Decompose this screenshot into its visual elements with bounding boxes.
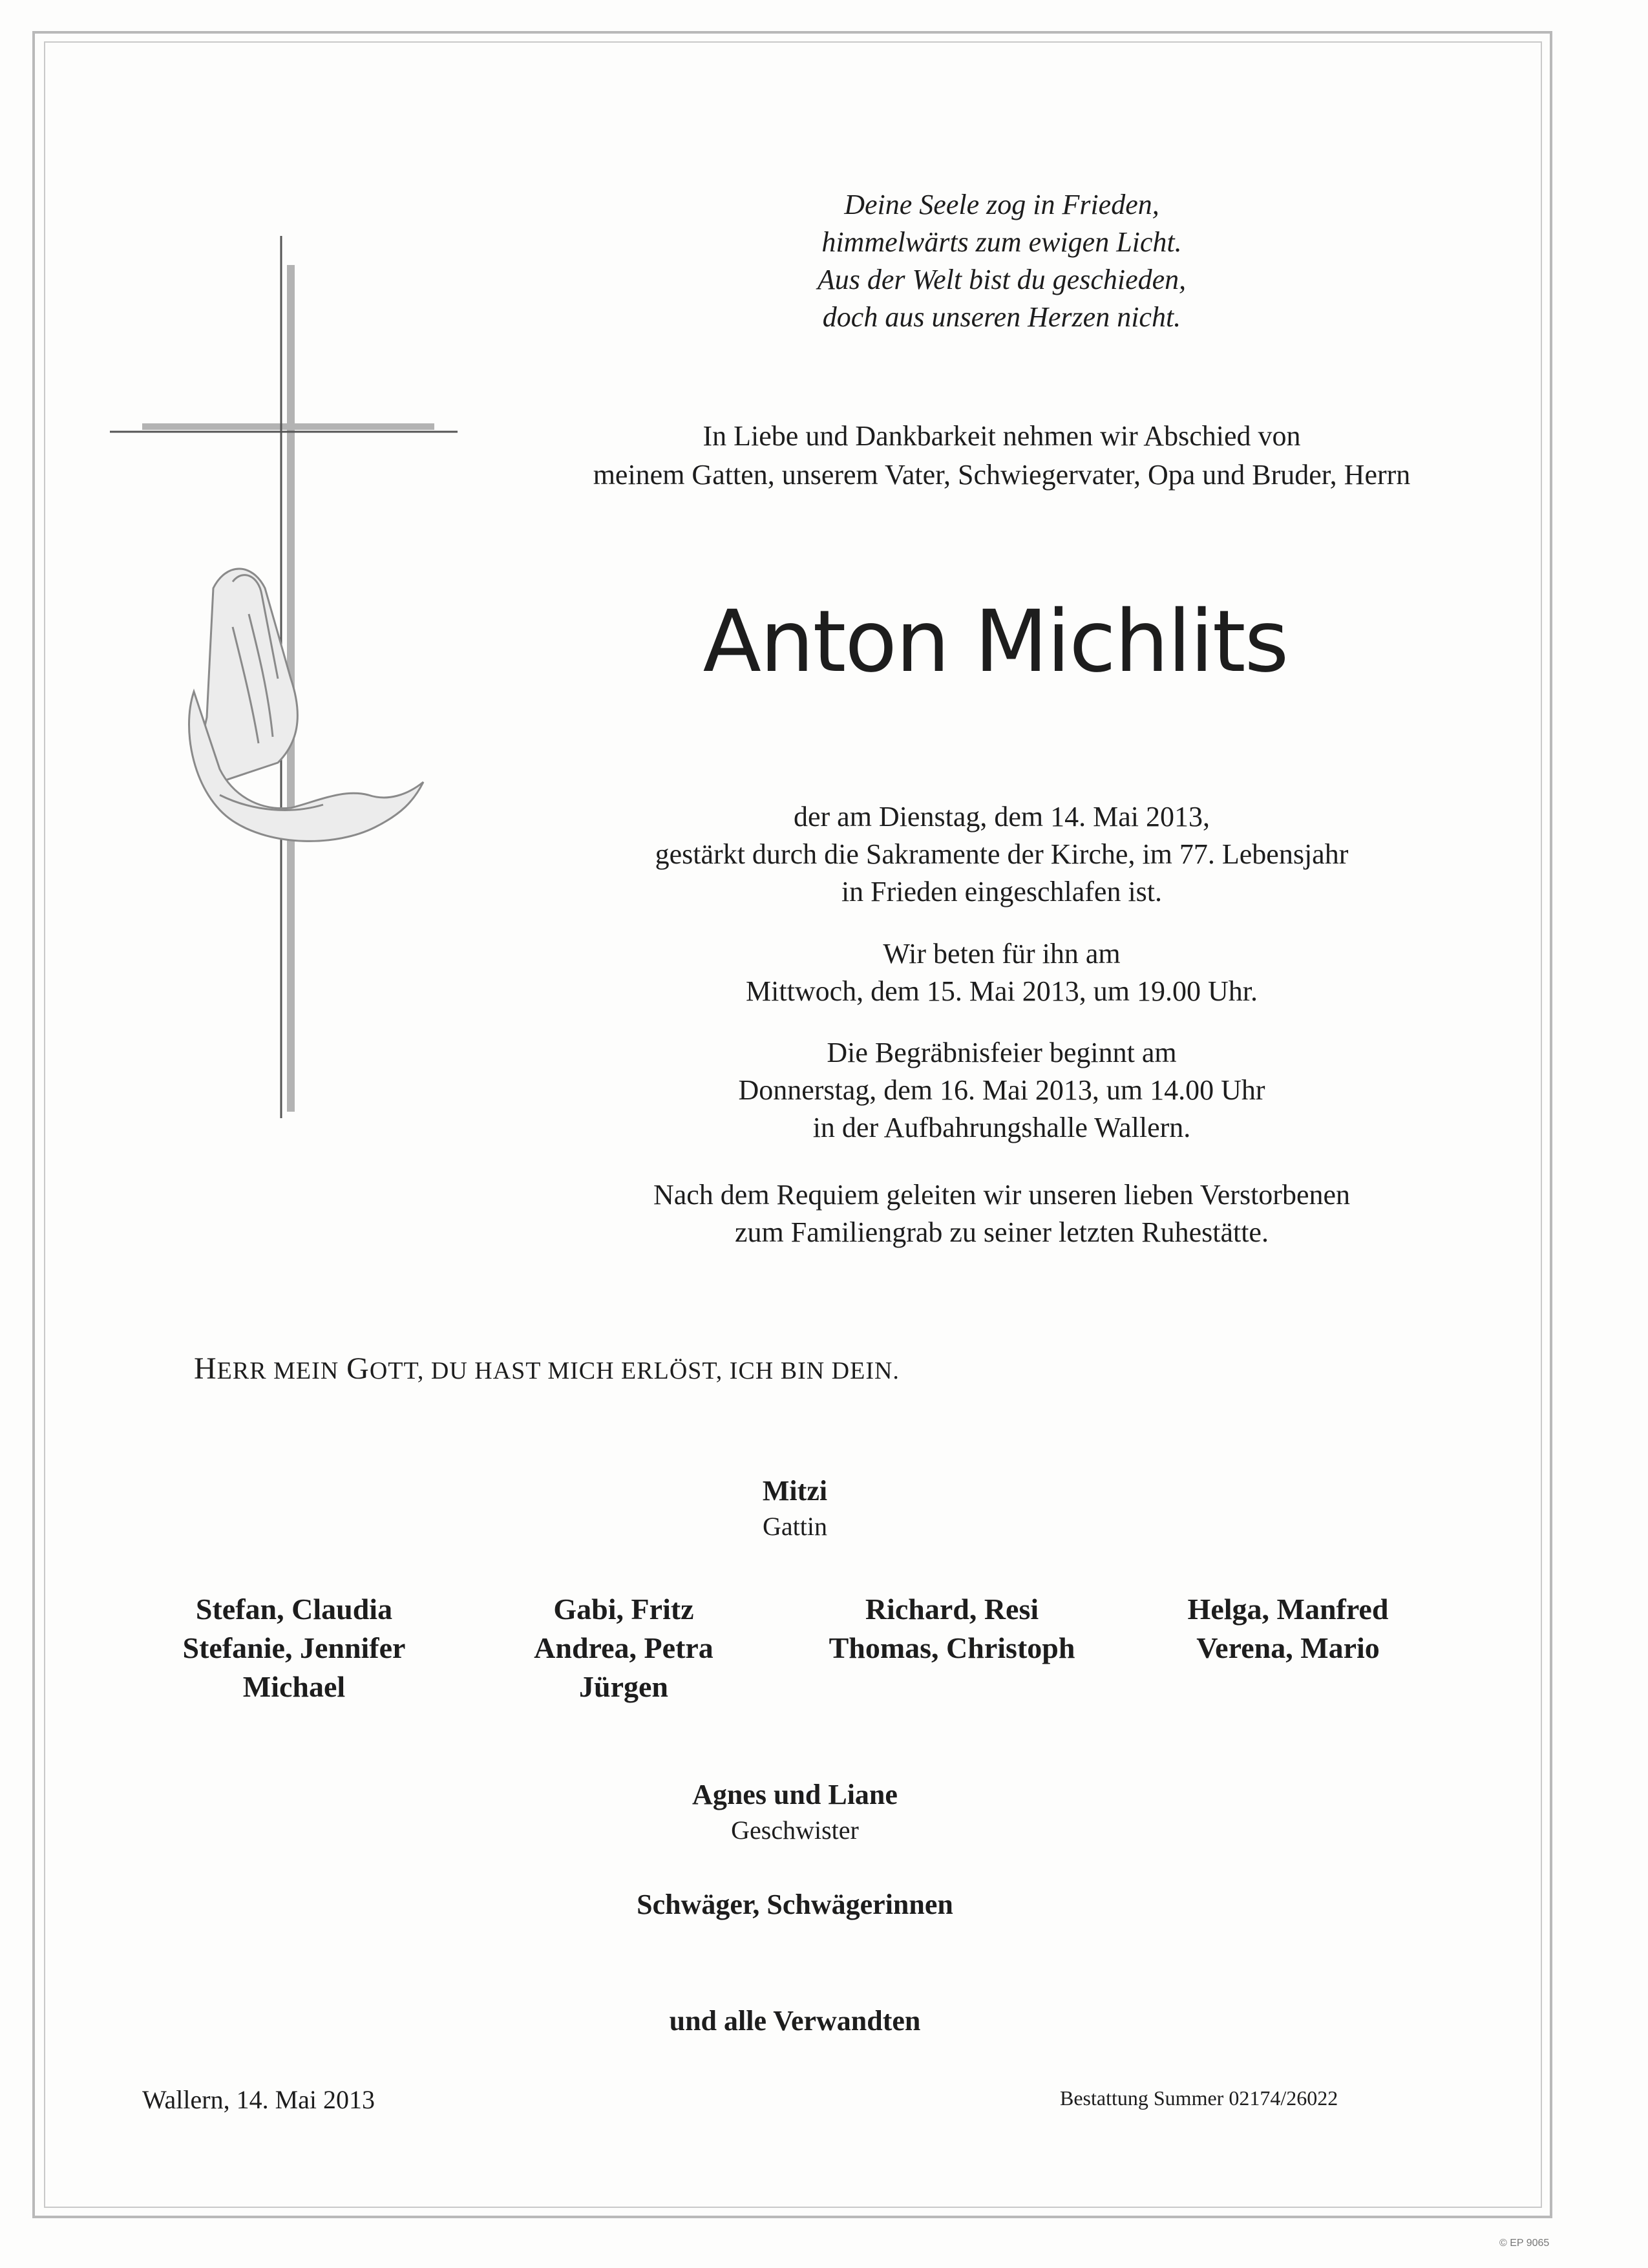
family-line: Stefan, Claudia — [195, 1593, 393, 1626]
siblings-role: Geschwister — [731, 1816, 859, 1845]
deceased-name: Anton Michlits — [703, 592, 1288, 692]
death-line: in Frieden eingeschlafen ist. — [841, 876, 1163, 907]
undertaker: Bestattung Summer 02174/26022 — [1060, 2086, 1338, 2110]
death-notice — [504, 798, 1499, 911]
prayer-initial: G — [346, 1351, 370, 1386]
poem-line: Deine Seele zog in Frieden, — [844, 189, 1159, 220]
poem-line: himmelwärts zum ewigen Licht. — [821, 226, 1182, 258]
death-line: der am Dienstag, dem 14. Mai 2013, — [794, 801, 1210, 832]
spouse-name: Mitzi — [762, 1475, 828, 1507]
family-line: Richard, Resi — [865, 1593, 1039, 1626]
prayer-quote — [194, 1351, 1486, 1386]
spouse-block — [666, 1472, 924, 1543]
prayer-service — [504, 935, 1499, 1010]
family-line: Thomas, Christoph — [829, 1631, 1075, 1664]
prayer-service-line: Wir beten für ihn am — [883, 938, 1121, 970]
prayer-text: ERR MEIN — [217, 1357, 339, 1384]
family-column — [126, 1590, 462, 1706]
siblings-block — [601, 1776, 989, 1847]
praying-hands-icon — [189, 569, 424, 841]
intro-line: meinem Gatten, unserem Vater, Schwiegervater, Opa und Bruder, Herrn — [593, 459, 1411, 491]
family-line: Michael — [242, 1670, 346, 1703]
poem-line: doch aus unseren Herzen nicht. — [822, 301, 1181, 333]
funeral-line: Donnerstag, dem 16. Mai 2013, um 14.00 Uhr — [738, 1074, 1265, 1106]
requiem-line: Nach dem Requiem geleiten wir unseren lieben Verstorbenen — [653, 1179, 1351, 1211]
spouse-role: Gattin — [763, 1512, 827, 1541]
place-date: Wallern, 14. Mai 2013 — [142, 2085, 375, 2114]
intro-line: In Liebe und Dankbarkeit nehmen wir Abschied von — [703, 420, 1301, 452]
prayer-service-line: Mittwoch, dem 15. Mai 2013, um 19.00 Uhr. — [746, 975, 1258, 1007]
requiem-line: zum Familiengrab zu seiner letzten Ruhestätte. — [735, 1216, 1269, 1248]
prayer-initial: H — [194, 1351, 217, 1386]
funeral-line: in der Aufbahrungshalle Wallern. — [812, 1112, 1191, 1143]
poem — [711, 186, 1293, 336]
family-line: Helga, Manfred — [1187, 1593, 1389, 1626]
cross-icon — [103, 226, 465, 1131]
prayer-text: OTT, DU HAST MICH ERLÖST, ICH BIN DEIN. — [369, 1357, 900, 1384]
family-line: Gabi, Fritz — [553, 1593, 694, 1626]
poem-line: Aus der Welt bist du geschieden, — [817, 264, 1187, 295]
requiem-info — [504, 1176, 1499, 1251]
funeral-info — [504, 1034, 1499, 1147]
family-line: Jürgen — [579, 1670, 668, 1703]
family-line: Andrea, Petra — [534, 1631, 713, 1664]
relatives: und alle Verwandten — [669, 2005, 921, 2037]
inlaws: Schwäger, Schwägerinnen — [637, 1889, 953, 1920]
funeral-line: Die Begräbnisfeier beginnt am — [827, 1037, 1177, 1068]
intro — [504, 417, 1499, 494]
family-line: Verena, Mario — [1196, 1631, 1380, 1664]
death-line: gestärkt durch die Sakramente der Kirche, im 77. Lebensjahr — [655, 838, 1349, 870]
family-column — [784, 1590, 1120, 1668]
family-line: Stefanie, Jennifer — [182, 1631, 406, 1664]
siblings-names: Agnes und Liane — [692, 1779, 898, 1810]
family-column — [1120, 1590, 1456, 1668]
family-column — [456, 1590, 792, 1706]
copyright: © EP 9065 — [1499, 2238, 1550, 2249]
